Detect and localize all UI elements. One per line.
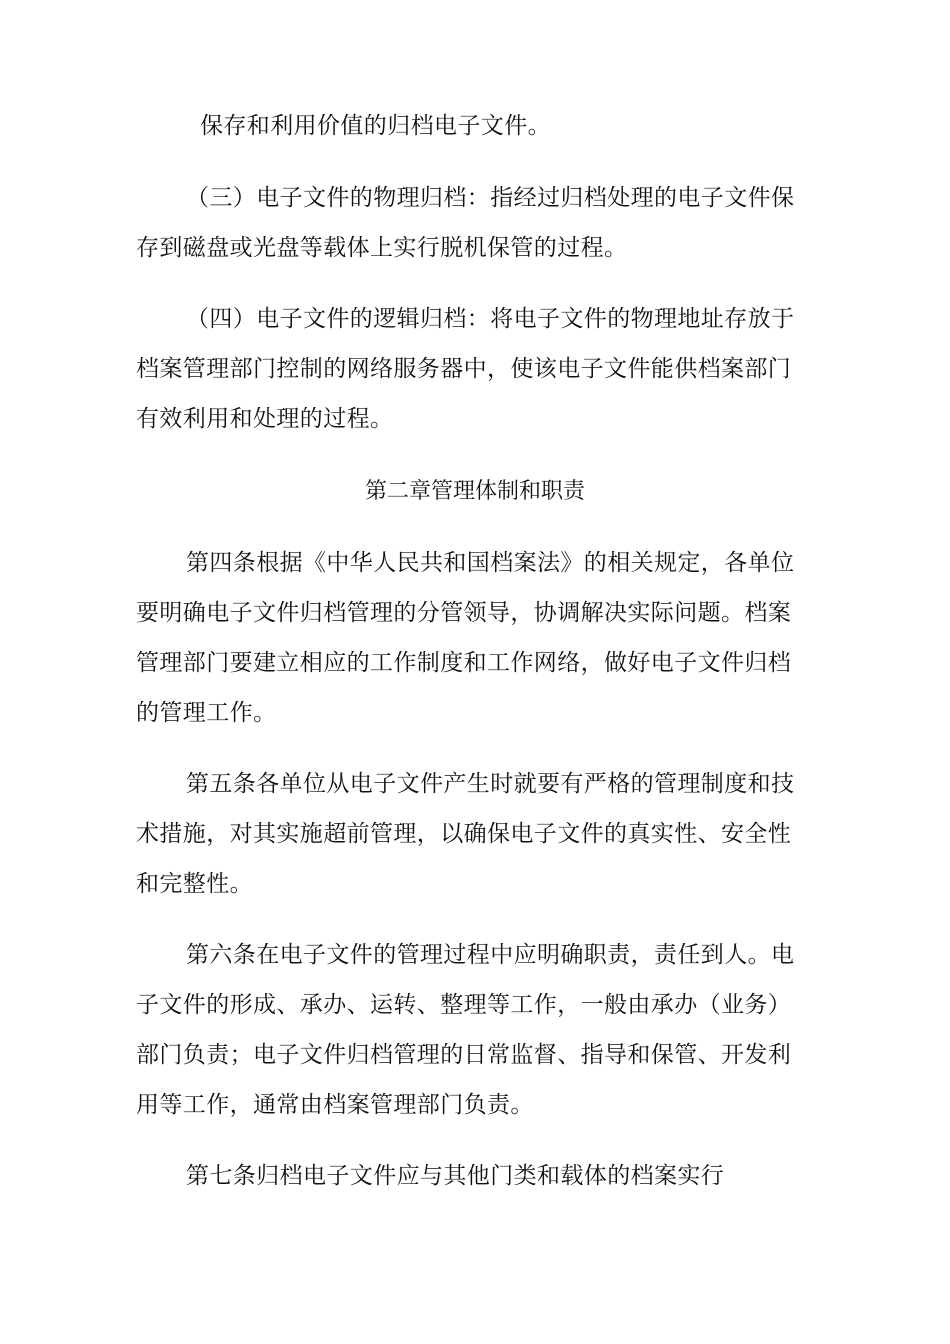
text-line: 部门负责；电子文件归档管理的日常监督、指导和保管、开发利 <box>136 1042 792 1068</box>
text-line: 存到磁盘或光盘等载体上实行脱机保管的过程。 <box>136 235 628 261</box>
text-line: 和完整性。 <box>136 871 253 897</box>
text-line: （四）电子文件的逻辑归档：将电子文件的物理地址存放于 <box>186 306 795 332</box>
text-line: 子文件的形成、承办、运转、整理等工作，一般由承办（业务） <box>136 992 792 1018</box>
text-line: 第六条在电子文件的管理过程中应明确职责，责任到人。电 <box>186 942 795 968</box>
text-line: 有效利用和处理的过程。 <box>136 406 394 432</box>
chapter-heading: 第二章管理体制和职责 <box>364 479 585 504</box>
text-line: 保存和利用价值的归档电子文件。 <box>200 113 551 139</box>
text-line: 第五条各单位从电子文件产生时就要有严格的管理制度和技 <box>186 771 795 797</box>
text-line: 要明确电子文件归档管理的分管领导，协调解决实际问题。档案 <box>136 600 792 626</box>
text-line: 第四条根据《中华人民共和国档案法》的相关规定，各单位 <box>186 550 795 576</box>
text-line: （三）电子文件的物理归档：指经过归档处理的电子文件保 <box>186 185 795 211</box>
text-line: 管理部门要建立相应的工作制度和工作网络，做好电子文件归档 <box>136 650 792 676</box>
text-line: 第七条归档电子文件应与其他门类和载体的档案实行 <box>186 1163 725 1189</box>
text-line: 用等工作，通常由档案管理部门负责。 <box>136 1092 534 1118</box>
text-line: 的管理工作。 <box>136 700 277 726</box>
text-line: 术措施，对其实施超前管理，以确保电子文件的真实性、安全性 <box>136 821 792 847</box>
text-line: 档案管理部门控制的网络服务器中，使该电子文件能供档案部门 <box>136 356 792 382</box>
